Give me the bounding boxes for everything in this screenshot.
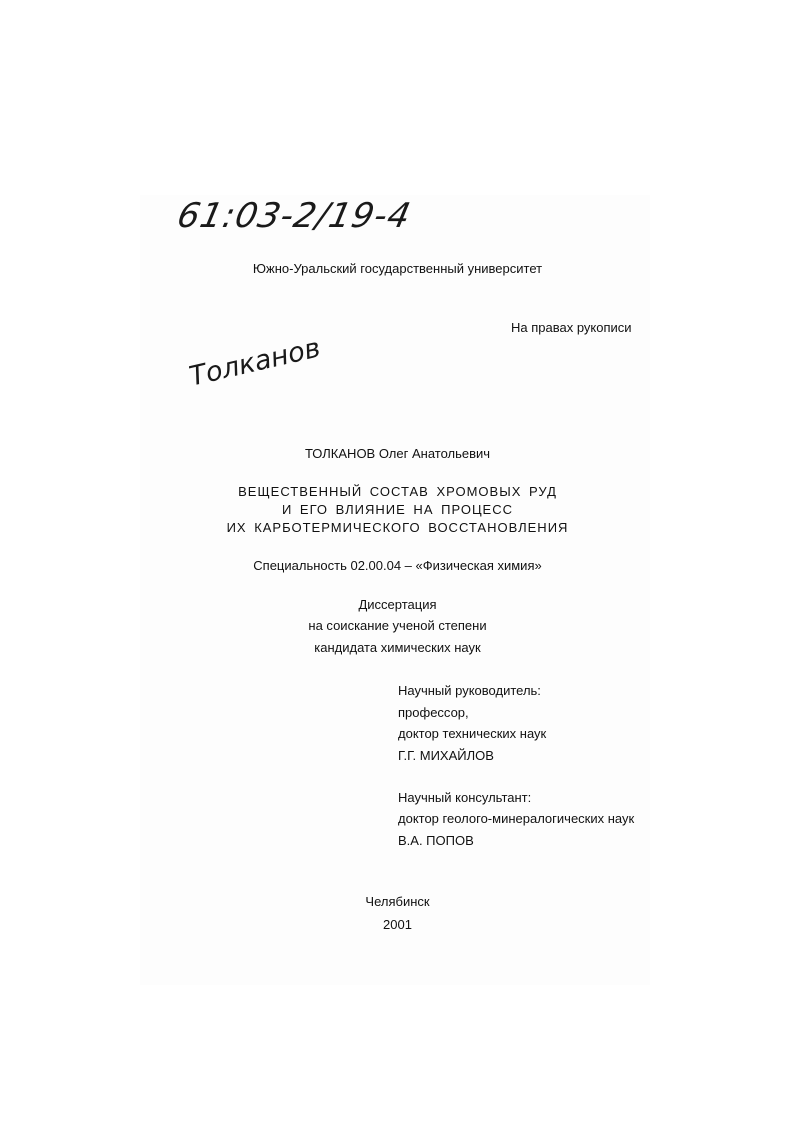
title-line-2: И ЕГО ВЛИЯНИЕ НА ПРОЦЕСС	[281, 502, 514, 517]
supervisor-name: Г.Г. МИХАЙЛОВ	[398, 748, 494, 763]
dissertation-line-3: кандидата химических наук	[314, 640, 481, 655]
dissertation-line-2: на соискание ученой степени	[308, 618, 487, 633]
consultant-heading: Научный консультант:	[398, 790, 532, 805]
supervisor-heading: Научный руководитель:	[398, 683, 541, 698]
city: Челябинск	[365, 894, 430, 909]
consultant-degree: доктор геолого-минералогических наук	[398, 811, 635, 826]
dissertation-line-1: Диссертация	[358, 597, 437, 612]
author-name: ТОЛКАНОВ Олег Анатольевич	[304, 446, 491, 461]
handwritten-signature: Толканов	[186, 332, 324, 393]
handwritten-catalog-code: 61:03-2/19-4	[173, 196, 415, 236]
consultant-name: В.А. ПОПОВ	[398, 833, 474, 848]
specialty: Специальность 02.00.04 – «Физическая химия»	[253, 558, 542, 573]
supervisor-rank: профессор,	[398, 705, 469, 720]
year: 2001	[383, 917, 412, 932]
university-name: Южно-Уральский государственный университет	[252, 261, 543, 276]
title-line-3: ИХ КАРБОТЕРМИЧЕСКОГО ВОССТАНОВЛЕНИЯ	[226, 520, 569, 535]
scanned-page-area	[140, 195, 650, 985]
supervisor-degree: доктор технических наук	[398, 726, 547, 741]
rights-notice: На правах рукописи	[511, 320, 632, 335]
title-line-1: ВЕЩЕСТВЕННЫЙ СОСТАВ ХРОМОВЫХ РУД	[238, 484, 557, 499]
